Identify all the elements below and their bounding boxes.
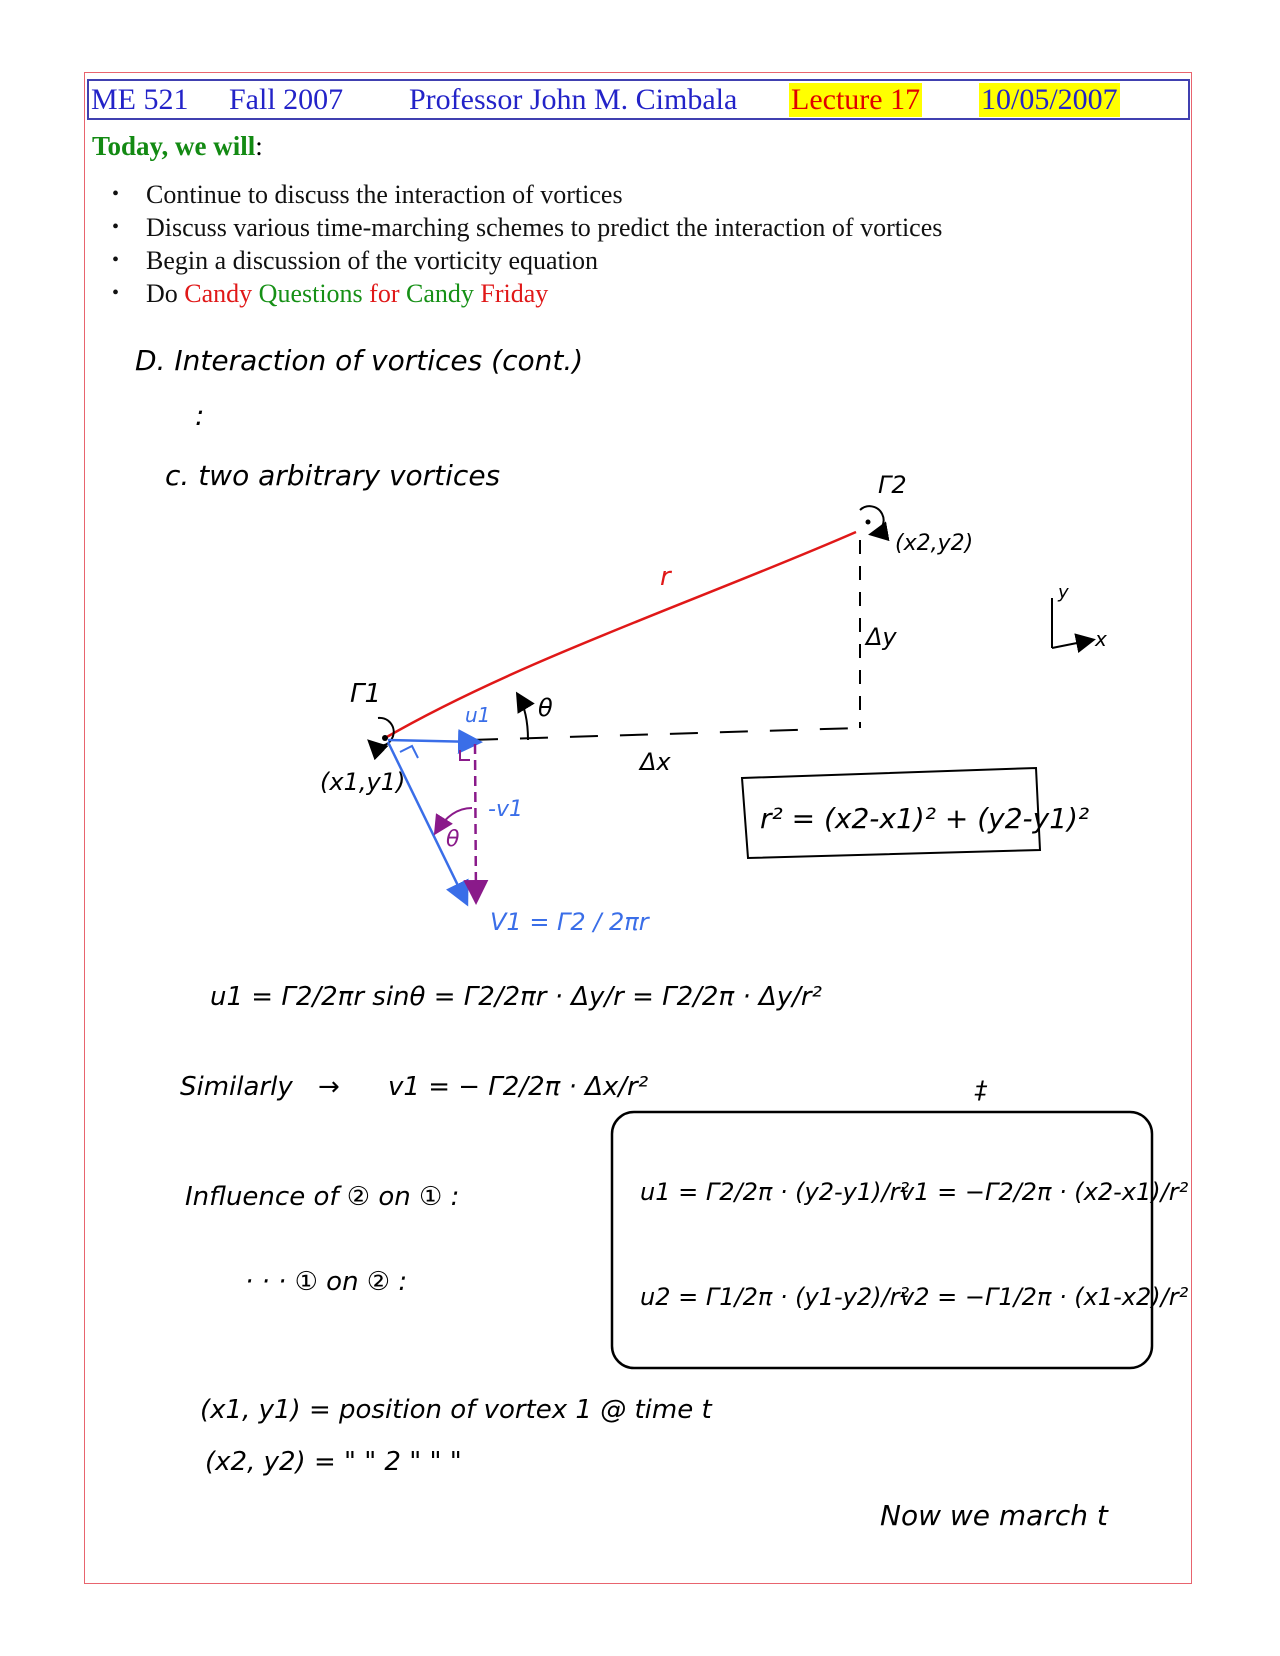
r-line [385,532,856,738]
box-v1-equation: v1 = −Γ2/2π · (x2-x1)/r² [900,1178,1189,1206]
x-axis-icon [1052,640,1092,648]
minus-v1-vector [475,744,476,900]
position-line-2: (x2, y2) = " " 2 " " " [205,1447,462,1477]
r-label: r [660,562,671,592]
section-heading: D. Interaction of vortices (cont.) [135,344,584,377]
agenda-item: • Discuss various time-marching schemes to predict the interaction of vortices [110,211,942,244]
dy-label: Δy [866,623,897,651]
gamma2-label: Γ2 [878,471,907,499]
box-v2-equation: v2 = −Γ1/2π · (x1-x2)/r² [900,1283,1189,1311]
minus-v1-label: -v1 [488,797,523,822]
theta-purple-label: θ [446,827,460,852]
candy-word: Candy [184,279,253,308]
influence-2-on-1: Influence of ② on ① : [185,1182,460,1212]
vortex1-center [382,735,388,741]
similarly-label: Similarly [180,1072,293,1102]
course-number: ME 521 [91,83,189,116]
term: Fall 2007 [229,83,344,116]
agenda-item: • Continue to discuss the interaction of vortices [110,178,942,211]
agenda-item: • Begin a discussion of the vorticity equation [110,244,942,277]
intro-lead: Today, we will [92,131,256,161]
vortex2-rotation-icon [860,506,884,534]
march-note: Now we march t [880,1499,1108,1532]
ellipsis-mark: : [195,399,205,432]
vortex2-position: (x2,y2) [895,531,974,556]
v1-magnitude-equation: V1 = Γ2 / 2πr [490,908,649,936]
u1-derivation: u1 = Γ2/2πr sinθ = Γ2/2πr · Δy/r = Γ2/2π · Δy/r² [210,982,822,1012]
influence-1-on-2: · · · ① on ② : [245,1267,408,1297]
purple-right-angle-icon [460,750,470,760]
u1-vector [388,740,478,742]
candy-do: Do [146,279,178,308]
vortex2-center [866,520,871,525]
velocity-results-box [612,1112,1152,1368]
lecture-number: Lecture 17 [791,83,921,116]
axis-y-label: y [1058,582,1069,603]
position-line-1: (x1, y1) = position of vortex 1 @ time t [200,1395,712,1425]
subsection-heading: c. two arbitrary vortices [165,459,501,492]
box-u1-equation: u1 = Γ2/2π · (y2-y1)/r² [640,1178,910,1206]
theta-label: θ [538,694,553,722]
friday-word: Friday [480,279,549,308]
v1-total-vector [388,742,466,902]
vortex1-position: (x1,y1) [320,768,406,796]
candy-word: Candy [406,279,474,308]
axis-x-label: x [1095,627,1107,651]
right-angle-mark-icon [400,746,418,758]
arrow-glyph: → [318,1072,340,1102]
questions-word: Questions [258,279,363,308]
v1-derivation: v1 = − Γ2/2π · Δx/r² [388,1072,649,1102]
dx-label: Δx [640,748,671,776]
u1-label: u1 [465,703,491,727]
gamma1-label: Γ1 [350,679,382,709]
intro-colon: : [255,131,263,161]
vortex1-rotation-icon [370,718,394,746]
for-word: for [369,279,400,308]
dagger-mark: ‡ [975,1076,987,1104]
r-squared-equation: r² = (x2-x1)² + (y2-y1)² [760,802,1090,835]
professor-name: Professor John M. Cimbala [409,83,738,116]
lecture-date: 10/05/2007 [981,83,1118,116]
box-u2-equation: u2 = Γ1/2π · (y1-y2)/r² [640,1283,910,1311]
theta-arc-icon [518,695,528,740]
